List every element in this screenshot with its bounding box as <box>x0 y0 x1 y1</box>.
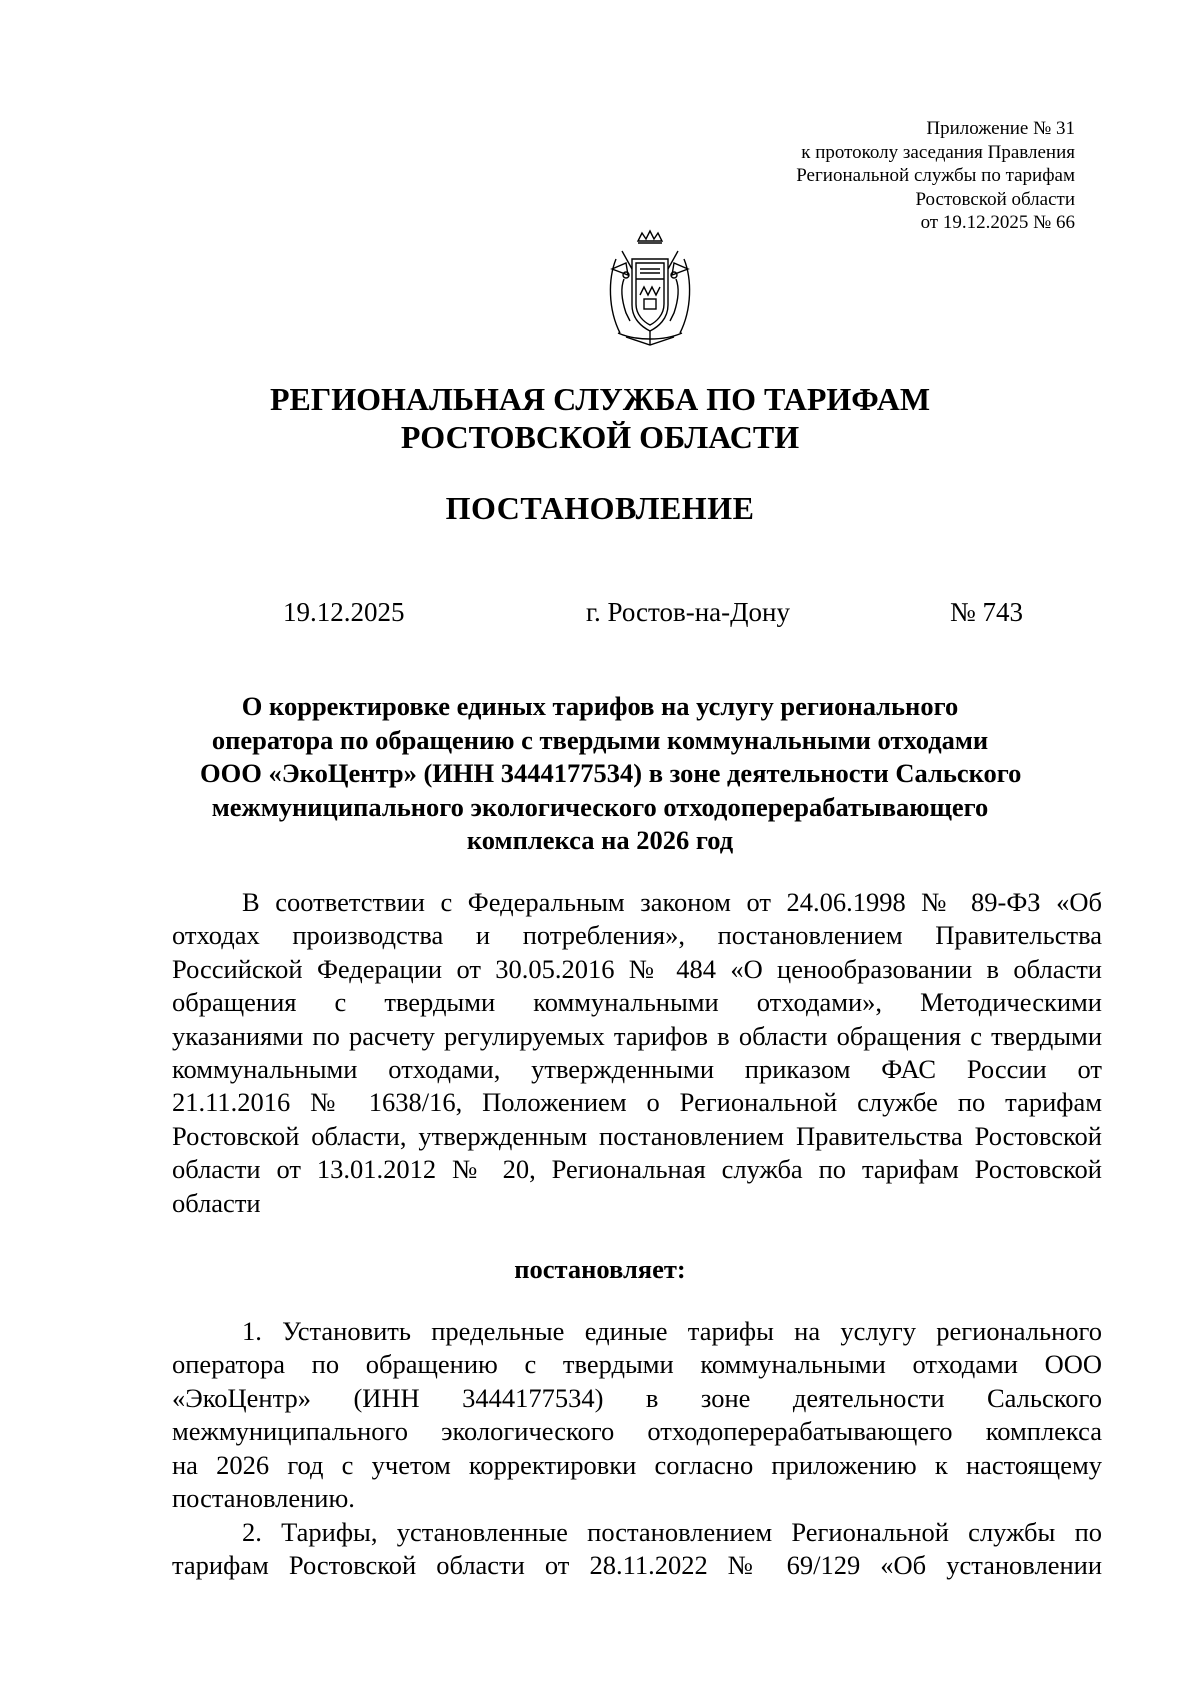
document-city: г. Ростов-на-Дону <box>586 597 791 627</box>
item-2-paragraph <box>172 1516 1102 1583</box>
text-line: Ростовской области, утвержденным постановлением Правительства Ростовской <box>172 1120 1102 1151</box>
text-line: В соответствии с Федеральным законом от 24.06.1998 № 89-ФЗ «Об <box>242 887 1102 917</box>
text-line: 1. Установить предельные единые тарифы на услугу регионального <box>242 1316 1102 1346</box>
text-line: указаниями по расчету регулируемых тарифов в области обращения с твердыми <box>172 1020 1102 1051</box>
document-type-title: ПОСТАНОВЛЕНИЕ <box>445 490 755 526</box>
subject-line: межмуниципального экологического отходоперерабатывающего <box>211 791 989 822</box>
agency-line: РОСТОВСКОЙ ОБЛАСТИ <box>400 419 800 455</box>
text-line: Российской Федерации от 30.05.2016 № 484 «О ценообразовании в области <box>172 953 1102 984</box>
document-subject <box>200 690 1022 858</box>
text-line: 21.11.2016 № 1638/16, Положением о Региональной службе по тарифам <box>172 1087 1102 1118</box>
annex-line: Приложение № 31 <box>926 118 1075 139</box>
document-date: 19.12.2025 <box>283 597 405 627</box>
annex-line: Региональной службы по тарифам <box>796 165 1075 186</box>
text-line: обращения с твердыми коммунальными отходами», Методическими <box>172 987 1102 1018</box>
text-line: 2. Тарифы, установленные постановлением Региональной службы по <box>242 1517 1102 1547</box>
subject-line: О корректировке единых тарифов на услугу регионального <box>241 691 959 721</box>
agency-name <box>0 380 1200 456</box>
decree-word: постановляет: <box>514 1254 686 1284</box>
text-line: межмуниципального экологического отходоперерабатывающего комплекса <box>172 1416 1102 1447</box>
agency-line: РЕГИОНАЛЬНАЯ СЛУЖБА ПО ТАРИФАМ <box>269 381 931 417</box>
subject-line: оператора по обращению с твердыми коммунальными отходами <box>211 724 989 755</box>
coat-of-arms-icon <box>596 229 704 348</box>
text-line: оператора по обращению с твердыми коммунальными отходами ООО <box>172 1349 1102 1380</box>
annex-line: к протоколу заседания Правления <box>801 141 1075 163</box>
item-1-paragraph <box>172 1315 1102 1515</box>
text-line: области <box>172 1187 261 1218</box>
text-line: коммунальными отходами, утвержденными приказом ФАС России от <box>172 1054 1102 1085</box>
text-line: области от 13.01.2012 № 20, Региональная служба по тарифам Ростовской <box>172 1154 1102 1185</box>
annex-line: от 19.12.2025 № 66 <box>920 212 1075 233</box>
text-line: отходах производства и потребления», постановлением Правительства <box>172 920 1102 951</box>
text-line: тарифам Ростовской области от 28.11.2022 № 69/129 «Об установлении <box>172 1550 1102 1581</box>
text-line: «ЭкоЦентр» (ИНН 3444177534) в зоне деятельности Сальского <box>172 1382 1102 1413</box>
text-line: постановлению. <box>172 1483 355 1514</box>
text-line: на 2026 год с учетом корректировки согласно приложению к настоящему <box>172 1449 1102 1480</box>
subject-line: комплекса на 2026 год <box>466 825 734 855</box>
preamble-paragraph <box>172 886 1102 1220</box>
subject-line: ООО «ЭкоЦентр» (ИНН 3444177534) в зоне деятельности Сальского <box>200 758 1022 788</box>
annex-line: Ростовской области <box>915 188 1075 210</box>
document-number: № 743 <box>950 597 1024 627</box>
annex-reference <box>655 117 1075 235</box>
